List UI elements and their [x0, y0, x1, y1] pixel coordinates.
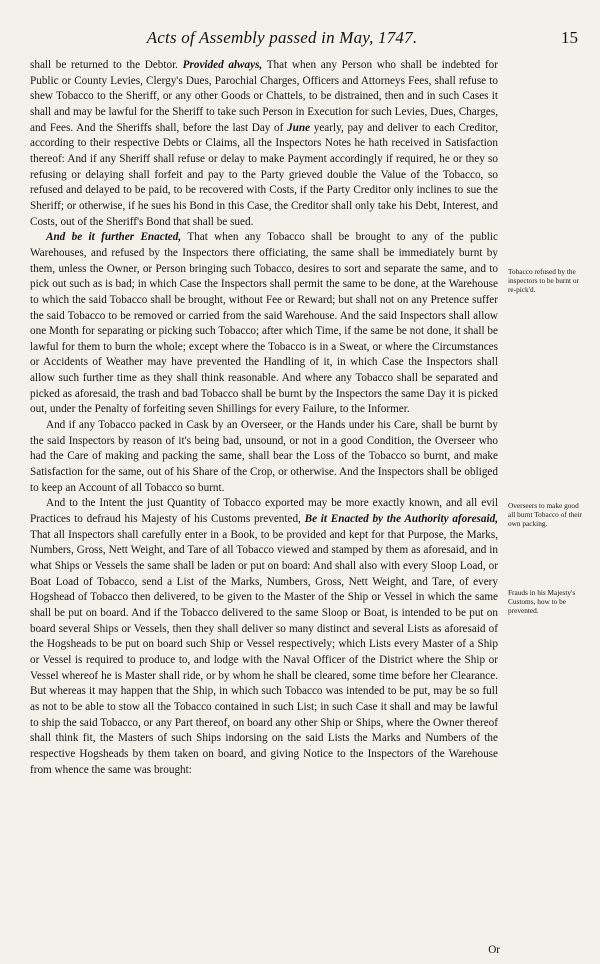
emphasis: Provided always,: [182, 59, 263, 71]
text-run: That when any Tobacco shall be brought to any of the public Warehouses, and refused by the Inspectors there officiating, the same shall be immediately burnt by them, unless the Owner, or Person bringing such Tobacco, desires to sort and separate the same, and to pick out such as is bad; in which Case the Inspectors shall permit the same to be done, at the Warehouse to which the said Tobacco shall be brought, without Fee or Reward; but shall not on any Pretence suffer the said Tobacco to be removed or carried from the said Warehouse. And the said Inspectors shall allow one Month for separating or picking such Tobacco; after which Time, if the same be not done, it shall be lawful for them to burn the whole; except where the Tobacco is in a Sweat, or where the Circumstances or Accidents of Weather may have prevented the Handling of it, in which Case the Inspectors shall allow such further time as they shall think reasonable. And where any Tobacco shall be separated and picked as aforesaid, the trash and bad Tobacco shall be burnt by the Inspectors the same Day it is picked out, under the Penalty of forfeiting seven Shillings for every Failure, to the Informer.: [30, 231, 498, 416]
page-number: 15: [561, 28, 578, 47]
emphasis: Be it Enacted by the Authority aforesaid,: [304, 513, 498, 526]
running-head: Acts of Assembly passed in May, 1747.: [146, 28, 418, 47]
paragraph-4: [30, 496, 498, 778]
page-header: [0, 28, 600, 54]
emphasis: And be it further Enacted,: [46, 231, 182, 244]
paragraph-1: [30, 58, 498, 230]
margin-note-tobacco-refused: Tobacco refused by the inspectors to be burnt or re-pick'd.: [508, 267, 579, 295]
text-run: And if any Tobacco packed in Cask by an Overseer, or the Hands under his Care, shall be burnt by the said Inspectors by reason of it's being bad, unsound, or not in a good Condition, the Overseer who had the Care of making and packing the same, shall bear the Loss of the Tobacco so burnt, and make Satisfaction for the same, out of his Share of the Crop, or otherwise. And the Inspectors shall be obliged to keep an Account of all Tobacco so burnt.: [30, 419, 498, 494]
body-text: [30, 58, 498, 778]
text-run: And to the Intent the just Quantity of Tobacco exported may be more exactly known, and all evil Practices to defraud his Majesty of his Customs prevented,: [30, 497, 498, 526]
text-run: yearly, pay and deliver to each Creditor, according to their respective Debts or Claims, all the Inspectors Notes he hath received in Satisfaction thereof: And if any Sheriff shall refuse or delay to make Payment accordingly if required, he or they so refusing or delaying shall forfeit and pay to the Party grieved double the Value of the Tobacco, so refused and delayed to be paid, to be recovered with Costs, if the Party Creditor only inclines to sue the Sheriff; or otherwise, if he sues his Bond in this Case, the Creditor shall only take his Debt, Interest, and Costs, out of the Sheriff's Bond that shall be sued.: [30, 121, 498, 228]
catchword: Or: [488, 944, 500, 956]
paragraph-2: [30, 230, 498, 418]
text-run: shall be returned to the Debtor.: [30, 59, 183, 71]
paragraph-3: [30, 418, 498, 496]
margin-note-overseers: Overseers to make good all burnt Tobacco of their own packing.: [508, 501, 582, 529]
margin-note-frauds-customs: Frauds in his Majesty's Customs, how to be prevented.: [508, 588, 576, 616]
text-run: That all Inspectors shall carefully enter in a Book, to be provided and kept for that Purpose, the Marks, Numbers, Gross, Nett Weight, and Tare of all Tobacco viewed and stamped by them as aforesaid, and in what Ships or Vessels the same shall be laden or put on board: And shall also with every Sloop Load, or Boat Load of Tobacco, send a List of the Marks, Numbers, Gross, Nett Weight, and Tare, of every Hogshead of Tobacco then delivered, to be given to the Master of the Ship or Vessel in which the same shall be put on board. And if the Tobacco delivered to the same Sloop or Boat, is intended to be put on board several Ships or Vessels, then they shall deliver so many distinct and several Lists as aforesaid of the Hogsheads to be put on board such Ship or Vessel respectively; which Lists every Master of a Ship or Vessel is required to produce to, and lodge with the Naval Officer of the District where the Ship or Vessel whereof he is Master shall ride, or by whom he shall be cleared, some time before her Clearance. But whereas it may happen that the Ship, in which such Tobacco was intended to be put, may be so full as not to be able to stow all the Tobacco contained in such List; in such Case it shall and may be lawful to ship the said Tobacco, or any Part thereof, on board any other Ship or Ships, where the Owner thereof shall think fit, the Masters of such Ships indorsing on the said Lists the Marks and Numbers of the respective Hogsheads by them taken on board, and giving Notice to the Inspectors of the Warehouse from whence the same was brought:: [30, 528, 498, 776]
emphasis: June: [287, 121, 311, 134]
text-run: That when any Person who shall be indebted for Public or County Levies, Clergy's Dues, Parochial Charges, Officers and Attorneys Fees, shall refuse to shew Tobacco to the Sheriff, or any other Goods or Chattels, to be distrained, then and in such Cases it shall and may be lawful for the Sheriff to take such Person in Execution for such Levies, Dues, Charges, and Fees. And the Sheriffs shall, before the last Day of: [30, 59, 498, 134]
